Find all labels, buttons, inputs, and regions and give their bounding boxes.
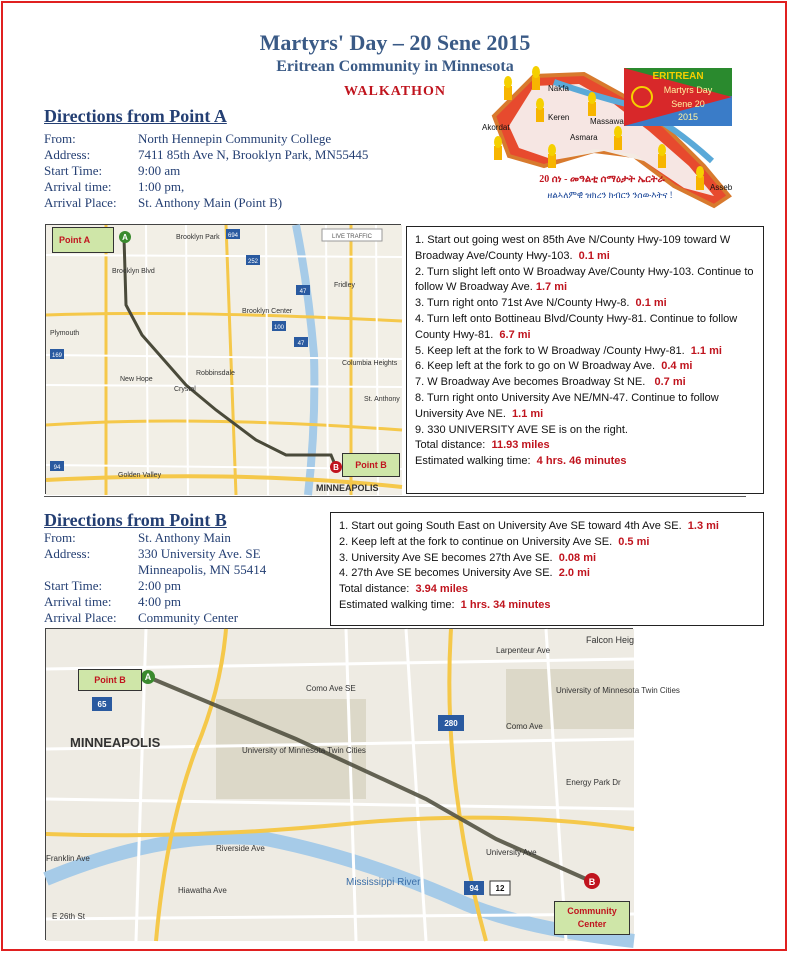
page-title: Martyrs' Day – 20 Sene 2015 xyxy=(259,30,531,55)
marker-b-label: B xyxy=(588,877,596,887)
info-label: From: xyxy=(44,131,76,146)
marker-b xyxy=(330,461,342,473)
shield-label: 169 xyxy=(51,353,63,359)
map-label: MINNEAPOLIS xyxy=(316,483,379,493)
step-distance: 0.1 mi xyxy=(635,297,667,310)
shield-label: 100 xyxy=(273,325,285,331)
logo-caption: 20 ሰነ - መዓልቲ ሰማዕታት ኤርትራ xyxy=(539,174,665,185)
map-label: Hiawatha Ave xyxy=(178,886,227,895)
total-distance: Total distance: 3.94 miles xyxy=(339,583,469,596)
info-value: 4:00 pm xyxy=(138,594,181,609)
route-map-a[interactable] xyxy=(45,224,401,494)
info-label: Arrival Place: xyxy=(44,610,117,625)
map-label: E 26th St xyxy=(52,912,85,921)
point-a-tag: Point A xyxy=(52,227,114,253)
direction-step: 8. Turn right onto University Ave NE/MN-47. Continue to follow University Ave NE. 1.1 mi xyxy=(415,391,719,420)
info-label: From: xyxy=(44,530,76,545)
logo-place-label: Massawa xyxy=(590,117,624,126)
page-subtitle: Eritrean Community in Minnesota xyxy=(276,58,514,75)
shield-label: 47 xyxy=(297,341,305,347)
step-distance: 6.7 mi xyxy=(499,328,531,341)
map-label: Falcon Heig xyxy=(586,635,635,645)
marker-b xyxy=(584,873,600,889)
shield-label: 47 xyxy=(299,289,307,295)
map-label: Brooklyn Center xyxy=(242,308,293,315)
map-label: St. Anthony xyxy=(364,396,400,403)
map-label: Plymouth xyxy=(50,330,80,337)
info-label: Address: xyxy=(44,546,91,561)
step-distance: 0.7 mi xyxy=(654,376,686,389)
shield-label: 94 xyxy=(469,884,479,893)
direction-step: 7. W Broadway Ave becomes Broadway St NE. 0.7 mi xyxy=(415,376,686,389)
eritrea-flag xyxy=(624,68,732,126)
logo-place-label: Keren xyxy=(548,113,570,122)
point-b-tag: Point B xyxy=(342,453,400,477)
map-label: University of Minnesota Twin Cities xyxy=(556,686,680,695)
direction-step: 3. Turn right onto 71st Ave N/County Hwy-8. 0.1 mi xyxy=(415,297,667,310)
info-label: Start Time: xyxy=(44,163,103,178)
section-a-info xyxy=(44,131,368,211)
map-label: Brooklyn Blvd xyxy=(112,268,155,275)
info-value: Minneapolis, MN 55414 xyxy=(138,562,267,577)
info-value: Community Center xyxy=(138,610,239,625)
event-name: WALKATHON xyxy=(343,84,447,99)
map-label: University Ave xyxy=(486,848,537,857)
map-label: Como Ave xyxy=(506,722,543,731)
map-label: New Hope xyxy=(120,376,153,383)
flag-banner-text: 2015 xyxy=(677,112,699,122)
info-label: Address: xyxy=(44,147,91,162)
direction-step: 2. Turn slight left onto W Broadway Ave/County Hwy-103. Continue to follow W Broadway Ave. 1.7 mi xyxy=(415,265,754,294)
map-label: MINNEAPOLIS xyxy=(70,735,161,750)
flag-banner-text: Martyrs Day xyxy=(663,85,713,95)
step-distance: 0.4 mi xyxy=(661,360,693,373)
map-label: Mississippi River xyxy=(346,877,421,888)
step-distance: 1.3 mi xyxy=(687,520,719,532)
total-distance: Total distance: 11.93 miles xyxy=(415,439,550,452)
direction-step: 1. Start out going west on 85th Ave N/County Hwy-109 toward W Broadway Ave/County Hwy-103. 0.1 mi xyxy=(415,234,731,262)
info-label: Start Time: xyxy=(44,578,103,593)
info-value: 2:00 pm xyxy=(138,578,181,593)
step-distance: 2.0 mi xyxy=(558,567,590,580)
info-value: St. Anthony Main (Point B) xyxy=(138,195,283,210)
step-distance: 1.1 mi xyxy=(512,407,544,420)
marker-a-label: A xyxy=(122,233,128,242)
direction-step: 5. Keep left at the fork to W Broadway /County Hwy-81. 1.1 mi xyxy=(415,344,722,357)
info-value: North Hennepin Community College xyxy=(138,131,332,146)
logo-place-label: Asseb xyxy=(710,183,733,192)
logo-caption: ዘልኣለምዊ ዝክረን ክብርን ንሰውእትና ! xyxy=(547,190,673,200)
step-distance: 1.1 mi xyxy=(690,344,722,357)
marker-b-label: B xyxy=(333,463,339,472)
shield-label: 252 xyxy=(247,259,259,265)
step-distance: 0.1 mi xyxy=(578,249,610,262)
step-distance: 1.7 mi xyxy=(535,281,568,294)
live-traffic-label: LIVE TRAFFIC xyxy=(332,234,372,240)
logo-place-label: Asmara xyxy=(570,133,598,142)
map-label: Crystal xyxy=(174,386,196,393)
step-distance: 0.5 mi xyxy=(618,535,650,548)
info-label: Arrival time: xyxy=(44,179,112,194)
direction-step: 3. University Ave SE becomes 27th Ave SE. 0.08 mi xyxy=(339,551,597,564)
shield-label: 694 xyxy=(227,233,239,239)
map-label: Como Ave SE xyxy=(306,684,356,693)
community-center-tag: Community Center xyxy=(554,901,630,935)
flag-banner-text: ERITREAN xyxy=(652,71,704,82)
direction-step: 9. 330 UNIVERSITY AVE SE is on the right. xyxy=(415,423,628,436)
map-label: Energy Park Dr xyxy=(566,778,621,787)
map-label: Robbinsdale xyxy=(196,370,235,377)
direction-step: 2. Keep left at the fork to continue on University Ave SE. 0.5 mi xyxy=(339,535,650,548)
event-logo xyxy=(474,56,736,216)
map-label: Golden Valley xyxy=(118,472,162,479)
direction-step: 1. Start out going South East on University Ave SE toward 4th Ave SE. 1.3 mi xyxy=(339,520,719,532)
directions-a-list xyxy=(406,226,764,494)
map-label: Columbia Heights xyxy=(342,360,398,367)
shield-label: 94 xyxy=(53,465,61,471)
logo-place-label: Nakfa xyxy=(548,84,569,93)
map-label: Fridley xyxy=(334,282,356,289)
info-label: Arrival Place: xyxy=(44,195,117,210)
map-label: Riverside Ave xyxy=(216,844,265,853)
logo-place-label: Akordat xyxy=(482,123,510,132)
map-label: Franklin Ave xyxy=(46,854,90,863)
eritrea-map-logo xyxy=(474,56,736,216)
marker-a-label: A xyxy=(144,672,152,682)
marker-a xyxy=(119,231,131,243)
route-map-b[interactable] xyxy=(45,628,680,940)
flag-banner-text: Sene 20 xyxy=(671,99,705,109)
shield-label: 12 xyxy=(495,884,505,893)
map-label: University of Minnesota Twin Cities xyxy=(242,746,366,755)
marker-a xyxy=(141,670,155,684)
direction-step: 4. 27th Ave SE becomes University Ave SE. 2.0 mi xyxy=(339,567,590,580)
directions-b-list xyxy=(330,512,764,626)
section-divider xyxy=(44,496,746,497)
info-value: 7411 85th Ave N, Brooklyn Park, MN55445 xyxy=(138,147,369,162)
info-value: 330 University Ave. SE xyxy=(138,546,261,561)
section-a-heading: Directions from Point A xyxy=(44,106,227,126)
direction-step: 4. Turn left onto Bottineau Blvd/County Hwy-81. Continue to follow County Hwy-81. 6.7 mi xyxy=(415,312,738,341)
step-distance: 0.08 mi xyxy=(558,551,597,564)
section-b-info xyxy=(44,530,266,626)
info-value: St. Anthony Main xyxy=(138,530,231,545)
shield-label: 280 xyxy=(444,719,458,728)
estimated-time: Estimated walking time: 4 hrs. 46 minutes xyxy=(415,455,627,468)
shield-label: 65 xyxy=(97,700,107,709)
info-label: Arrival time: xyxy=(44,594,112,609)
estimated-time: Estimated walking time: 1 hrs. 34 minutes xyxy=(339,598,551,611)
info-value: 9:00 am xyxy=(138,163,181,178)
map-label: Brooklyn Park xyxy=(176,234,220,241)
section-b-heading: Directions from Point B xyxy=(44,510,227,530)
direction-step: 6. Keep left at the fork to go on W Broadway Ave. 0.4 mi xyxy=(415,360,693,373)
map-label: Larpenteur Ave xyxy=(496,646,551,655)
info-value: 1:00 pm, xyxy=(138,179,185,194)
point-b-tag: Point B xyxy=(78,669,142,691)
